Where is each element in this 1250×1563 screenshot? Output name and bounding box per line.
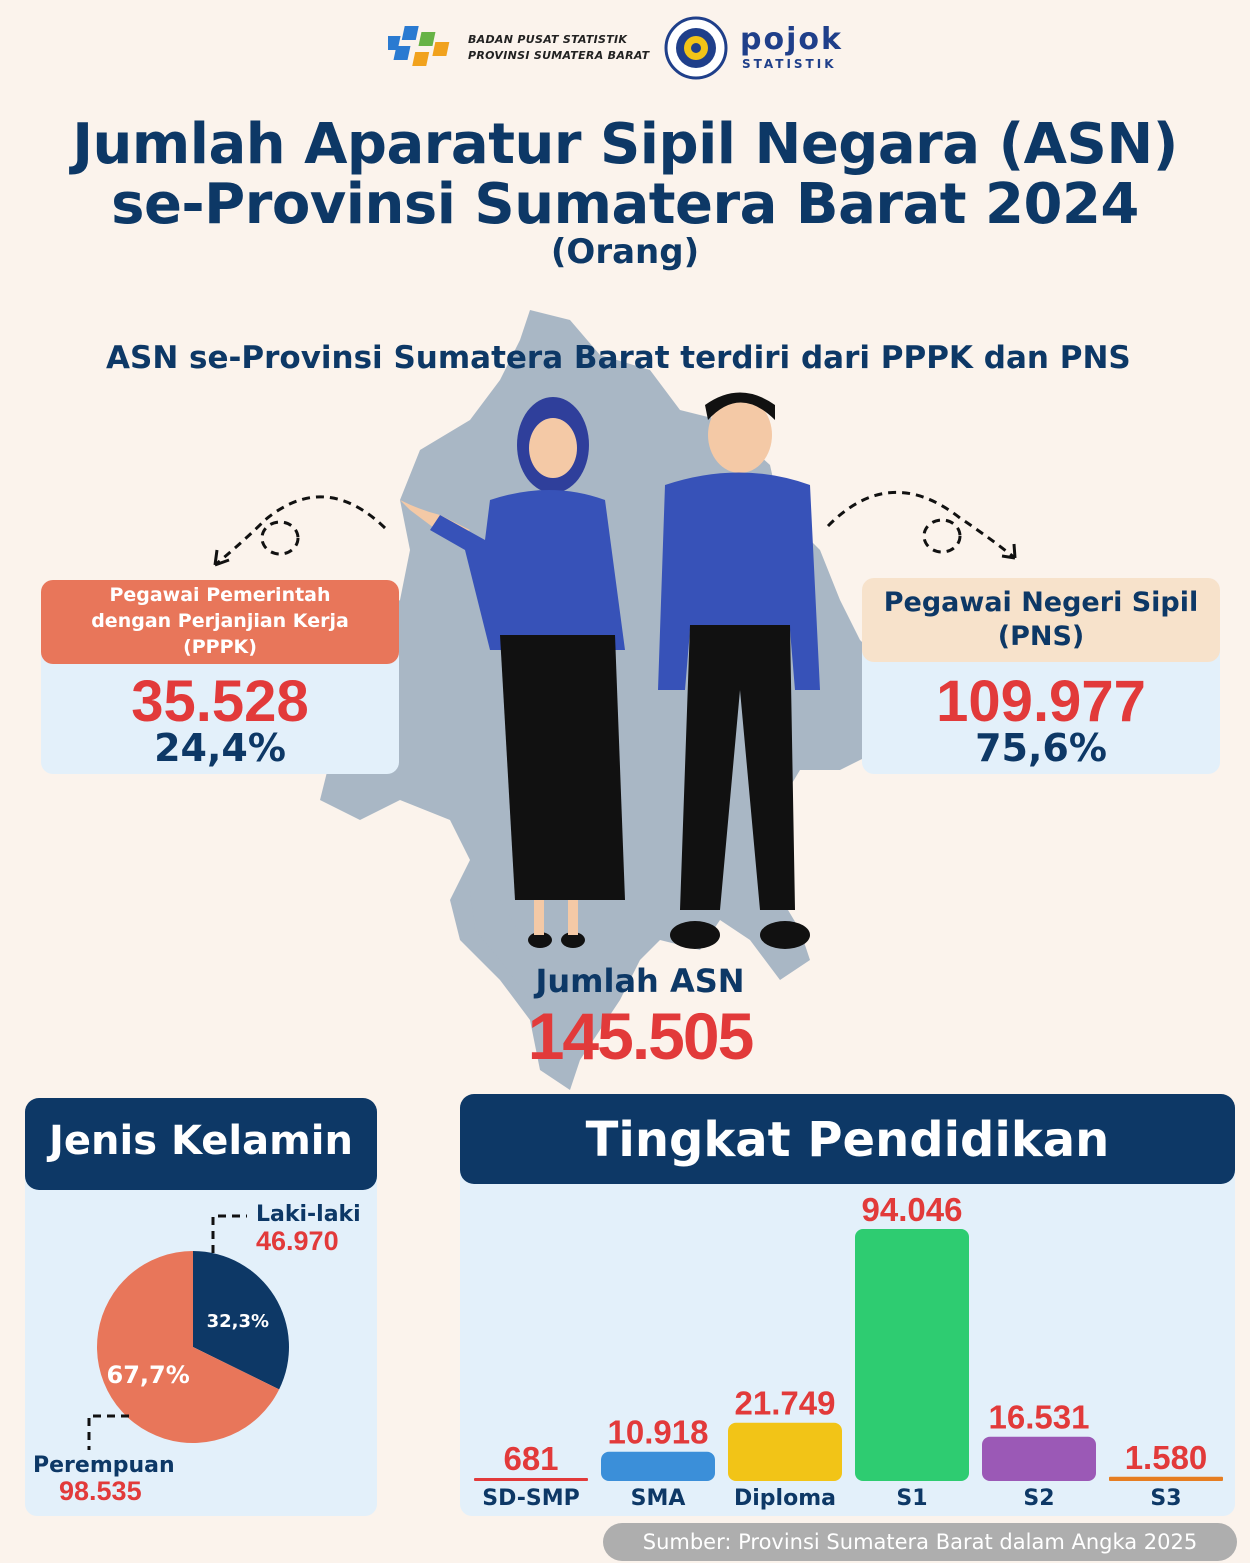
pppk-title-line2: dengan Perjanjian Kerja [91,610,349,632]
bar-category-label: SMA [630,1486,686,1511]
male-name-label: Laki-laki [256,1202,361,1227]
title-line1: Jumlah Aparatur Sipil Negara (ASN) [72,112,1178,177]
bar-category-label: S3 [1150,1486,1182,1511]
subtitle: ASN se-Provinsi Sumatera Barat terdiri dari PPPK dan PNS [106,340,1131,376]
arrow-to-pppk-icon [205,480,395,580]
pppk-title-line3: (PPPK) [183,636,257,658]
pie-percent-label-1: 67,7% [106,1360,190,1389]
pns-value: 109.977 [936,669,1146,734]
arrow-to-pns-icon [820,478,1020,578]
pojok-label: pojok [740,22,843,57]
bar-diploma [728,1423,842,1481]
asn-illustration [390,390,840,960]
bar-value-label: 10.918 [607,1413,709,1451]
bar-value-label: 1.580 [1124,1438,1208,1476]
male-leader-line [213,1216,247,1253]
bar-s2 [982,1437,1096,1481]
female-name-label: Perempuan [33,1453,175,1478]
bar-category-label: S1 [896,1486,928,1511]
bps-logo-icon [388,20,460,76]
pppk-title-line1: Pegawai Pemerintah [109,584,331,606]
header [0,0,1250,100]
source-note: Sumber: Provinsi Sumatera Barat dalam Angka 2025 [603,1523,1237,1561]
pppk-value: 35.528 [131,669,309,734]
gender-panel-title: Jenis Kelamin [25,1098,377,1190]
unp-logo-icon [664,16,728,80]
bar-s3 [1109,1477,1223,1481]
education-bar-chart [460,1184,1235,1516]
female-leader-line [89,1416,129,1450]
bar-sd-smp [474,1478,588,1481]
pppk-card-header [41,580,399,664]
pns-card-header [862,578,1220,662]
bps-name-line1: BADAN PUSAT STATISTIK [468,33,628,46]
bps-name [468,32,649,64]
bar-sma [601,1452,715,1481]
pppk-percent: 24,4% [154,726,286,770]
bar-value-label: 16.531 [988,1398,1090,1436]
bar-category-label: SD-SMP [482,1486,580,1511]
bar-value-label: 681 [503,1440,559,1477]
pie-percent-label-0: 32,3% [206,1311,270,1333]
man-figure-icon [658,393,820,950]
bar-s1 [855,1229,969,1481]
total-value: 145.505 [527,999,753,1073]
education-panel-title: Tingkat Pendidikan [460,1094,1235,1184]
woman-figure-icon [400,397,625,948]
bar-value-label: 94.046 [861,1191,963,1228]
bar-category-label: S2 [1023,1486,1055,1511]
title-unit: (Orang) [550,232,700,272]
total-label: Jumlah ASN [535,962,745,1000]
bps-name-line2: PROVINSI SUMATERA BARAT [468,49,650,62]
pns-title-line1: Pegawai Negeri Sipil [883,587,1199,618]
pns-percent: 75,6% [975,726,1107,770]
male-value-label: 46.970 [256,1226,339,1256]
bar-category-label: Diploma [734,1486,836,1511]
pns-title-line2: (PNS) [997,621,1085,652]
bar-value-label: 21.749 [734,1384,836,1422]
female-value-label: 98.535 [59,1476,142,1506]
gender-pie-chart [25,1190,377,1516]
title-line2: se-Provinsi Sumatera Barat 2024 [111,172,1139,237]
pojok-sub: STATISTIK [742,57,837,71]
